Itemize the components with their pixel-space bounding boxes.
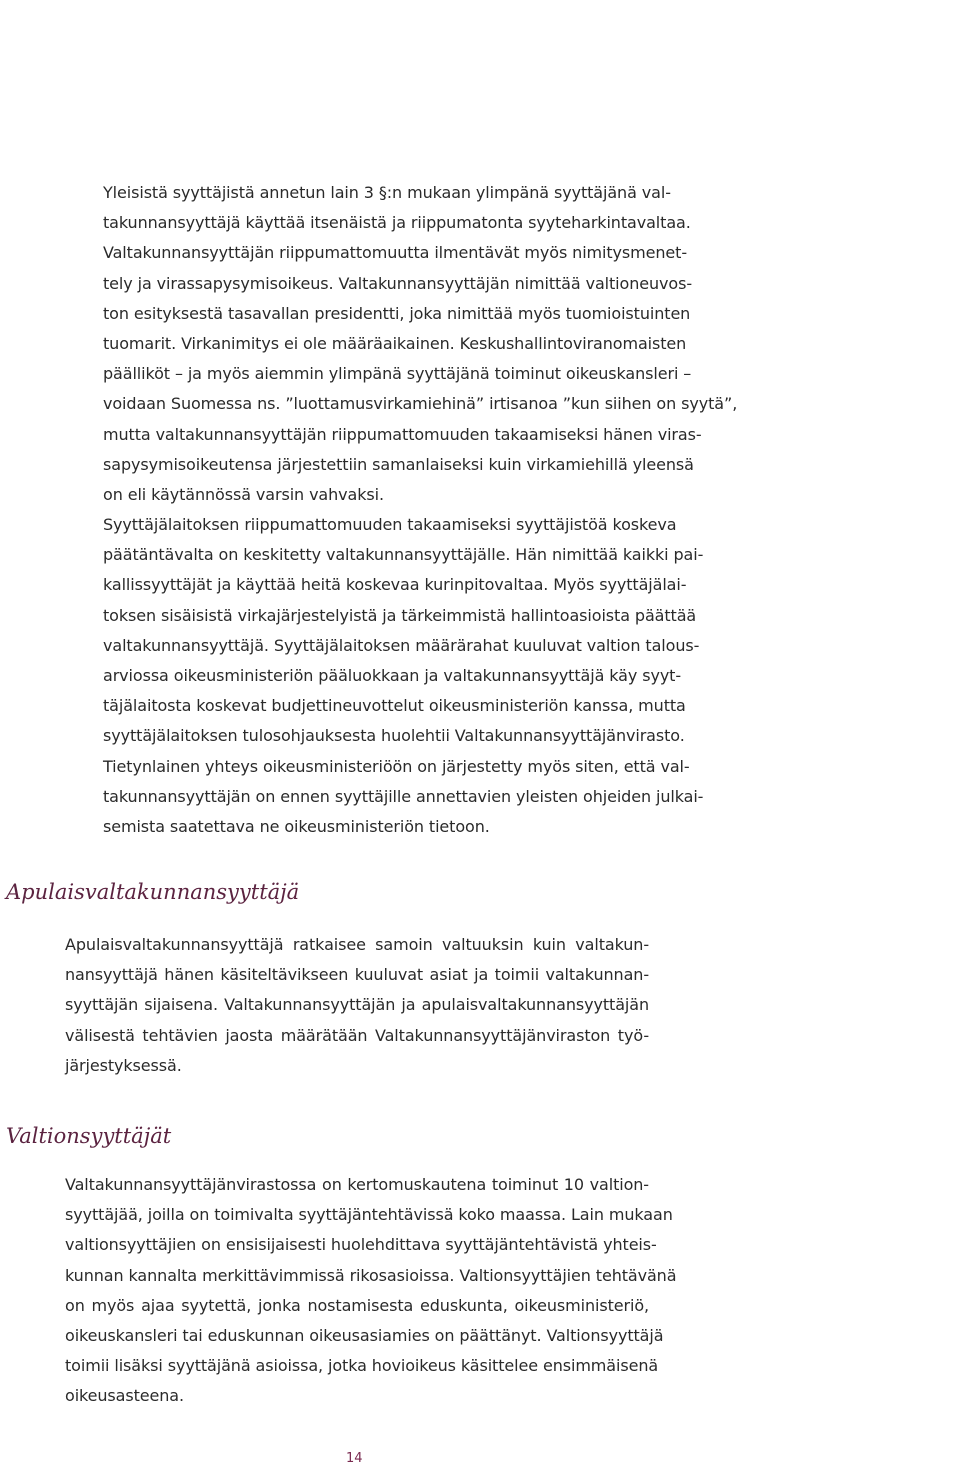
text-line: sapysymisoikeutensa järjestettiin samanlaiseksi kuin virkamiehillä yleensä: [103, 454, 694, 474]
text-line: takunnansyyttäjän on ennen syyttäjille annettavien yleisten ohjeiden julkai-: [103, 786, 704, 806]
text-line: oikeuskansleri tai eduskunnan oikeusasiamies on päättänyt. Valtionsyyttäjä: [65, 1326, 664, 1346]
text-line: tely ja virassapysymisoikeus. Valtakunnansyyttäjän nimittää valtioneuvos-: [103, 273, 692, 293]
text-line: järjestyksessä.: [65, 1055, 182, 1075]
text-line: toimii lisäksi syyttäjänä asioissa, jotka hovioikeus käsittelee ensimmäisenä: [65, 1356, 659, 1376]
text-line: valtionsyyttäjien on ensisijaisesti huolehdittava syyttäjäntehtävistä yhteis-: [65, 1235, 657, 1255]
text-line: syyttäjän sijaisena. Valtakunnansyyttäjän ja apulaisvaltakunnansyyttäjän: [65, 995, 649, 1015]
section-heading-apulaisvaltakunnansyyttaja: Apulaisvaltakunnansyyttäjä: [6, 880, 300, 904]
apulais-paragraph: [65, 930, 649, 1081]
valtion-paragraph: [65, 1170, 677, 1412]
text-line: Valtakunnansyyttäjänvirastossa on kertomuskautena toiminut 10 valtion-: [65, 1175, 649, 1194]
text-line: syyttäjälaitoksen tulosohjauksesta huolehtii Valtakunnansyyttäjänvirasto.: [103, 726, 685, 746]
text-line: oikeusasteena.: [65, 1386, 184, 1406]
page-number: 14: [346, 1451, 363, 1466]
text-line: päätäntävalta on keskitetty valtakunnansyyttäjälle. Hän nimittää kaikki pai-: [103, 545, 704, 565]
text-line: arviossa oikeusministeriön pääluokkaan ja valtakunnansyyttäjä käy syyt-: [103, 666, 682, 686]
text-line: takunnansyyttäjä käyttää itsenäistä ja riippumatonta syyteharkintavaltaa.: [103, 213, 691, 233]
text-line: päälliköt – ja myös aiemmin ylimpänä syyttäjänä toiminut oikeuskansleri –: [103, 364, 692, 384]
text-line: välisestä tehtävien jaosta määrätään Valtakunnansyyttäjänviraston työ-: [65, 1025, 649, 1045]
text-line: täjälaitosta koskevat budjettineuvottelut oikeusministeriön kanssa, mutta: [103, 696, 686, 716]
section-heading-valtionsyyttajat: Valtionsyyttäjät: [6, 1124, 172, 1148]
text-line: syyttäjää, joilla on toimivalta syyttäjäntehtävissä koko maassa. Lain mukaan: [65, 1205, 673, 1225]
text-line: Apulaisvaltakunnansyyttäjä ratkaisee samoin valtuuksin kuin valtakun-: [65, 935, 649, 954]
text-line: valtakunnansyyttäjä. Syyttäjälaitoksen määrärahat kuuluvat valtion talous-: [103, 635, 700, 655]
text-line: kunnan kannalta merkittävimmissä rikosasioissa. Valtionsyyttäjien tehtävänä: [65, 1265, 677, 1285]
text-line: kallissyyttäjät ja käyttää heitä koskevaa kurinpitovaltaa. Myös syyttäjälai-: [103, 575, 687, 595]
intro-paragraph-2: [65, 510, 704, 842]
text-line: nansyyttäjä hänen käsiteltävikseen kuuluvat asiat ja toimii valtakunnan-: [65, 965, 649, 985]
text-line: ton esityksestä tasavallan presidentti, joka nimittää myös tuomioistuinten: [103, 303, 691, 323]
text-line: toksen sisäisistä virkajärjestelyistä ja tärkeimmistä hallintoasioista päättää: [103, 605, 697, 625]
text-line: on eli käytännössä varsin vahvaksi.: [103, 485, 384, 505]
text-line: voidaan Suomessa ns. ”luottamusvirkamiehinä” irtisanoa ”kun siihen on syytä”,: [103, 394, 738, 414]
text-line: mutta valtakunnansyyttäjän riippumattomuuden takaamiseksi hänen viras-: [103, 424, 702, 444]
text-line: Tietynlainen yhteys oikeusministeriöön on järjestetty myös siten, että val-: [103, 756, 690, 776]
text-line: on myös ajaa syytettä, jonka nostamisesta eduskunta, oikeusministeriö,: [65, 1295, 649, 1315]
text-line: tuomarit. Virkanimitys ei ole määräaikainen. Keskushallintoviranomaisten: [103, 334, 687, 354]
text-line: semista saatettava ne oikeusministeriön tietoon.: [103, 817, 490, 837]
text-line: Yleisistä syyttäjistä annetun lain 3 §:n mukaan ylimpänä syyttäjänä val-: [103, 183, 671, 202]
intro-paragraph-1: [65, 178, 738, 510]
text-line: Syyttäjälaitoksen riippumattomuuden takaamiseksi syyttäjistöä koskeva: [103, 515, 677, 534]
text-line: Valtakunnansyyttäjän riippumattomuutta ilmentävät myös nimitysmenet-: [103, 243, 688, 263]
